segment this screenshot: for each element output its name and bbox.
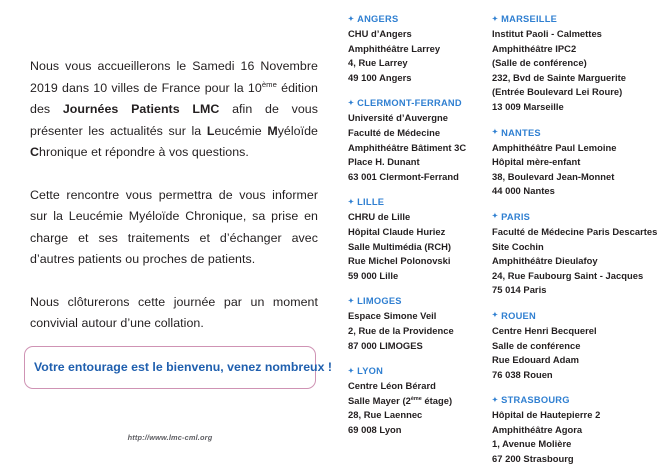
venue-address-lines bbox=[348, 309, 498, 353]
diamond-bullet-icon: ✦ bbox=[492, 15, 499, 23]
venue-address-line: 69 008 Lyon bbox=[348, 423, 402, 435]
venue-address-lines bbox=[348, 210, 498, 283]
venue-address-line: Université d’Auvergne bbox=[348, 112, 448, 124]
paragraph-intro: Nous vous accueillerons le Samedi 16 Novembre 2019 dans 10 villes de France pour la 10ème édition des Journées Patients LMC afin de vous présenter les actualités sur la Leucémie Myéloïde Chronique et répondre à vos questions. bbox=[30, 59, 318, 159]
venue-address-line: 4, Rue Larrey bbox=[348, 57, 408, 69]
venue-address-line: Amphithéâtre IPC2 bbox=[492, 42, 577, 54]
venue-entry bbox=[492, 210, 666, 298]
diamond-bullet-icon: ✦ bbox=[492, 213, 499, 221]
venue-city-label: MARSEILLE bbox=[501, 14, 558, 24]
venue-address-line: 44 000 Nantes bbox=[492, 185, 555, 197]
diamond-bullet-icon: ✦ bbox=[492, 129, 499, 137]
venue-address-line: Hôpital mère-enfant bbox=[492, 156, 581, 168]
venue-entry bbox=[348, 195, 498, 283]
venue-city-label: CLERMONT-FERRAND bbox=[357, 98, 462, 109]
diamond-bullet-icon: ✦ bbox=[348, 198, 355, 206]
venue-address-line: Faculté de Médecine bbox=[348, 126, 441, 138]
venue-address-line: Centre Léon Bérard bbox=[348, 380, 436, 392]
venue-address-line: 2, Rue de la Providence bbox=[348, 324, 454, 336]
venue-address-line: Hôpital Claude Huriez bbox=[348, 225, 446, 237]
paragraph-closing: Nous clôturerons cette journée par un moment convivial autour d’une collation. bbox=[30, 294, 318, 330]
venue-address-line: Hôpital de Hautepierre 2 bbox=[492, 409, 601, 421]
diamond-bullet-icon: ✦ bbox=[492, 396, 499, 404]
welcome-callout-box bbox=[24, 346, 332, 389]
venue-city-label: PARIS bbox=[501, 211, 531, 222]
venue-address-lines bbox=[492, 141, 666, 199]
venue-address-line: 1, Avenue Molière bbox=[492, 438, 572, 450]
venue-address-line: Institut Paoli - Calmettes bbox=[492, 28, 602, 39]
diamond-bullet-icon: ✦ bbox=[492, 312, 499, 320]
venue-entry bbox=[492, 126, 666, 199]
venue-entry bbox=[348, 12, 498, 85]
venue-address-line: 63 001 Clermont-Ferrand bbox=[348, 170, 459, 182]
venue-address-line: 38, Boulevard Jean-Monnet bbox=[492, 170, 615, 182]
venue-city-heading bbox=[492, 126, 666, 141]
venue-address-line: Rue Edouard Adam bbox=[492, 354, 579, 366]
venue-address-line: (Salle de conférence) bbox=[492, 57, 587, 69]
venue-address-line: 87 000 LIMOGES bbox=[348, 339, 423, 351]
venue-address-lines bbox=[348, 27, 498, 85]
venue-city-heading bbox=[348, 195, 498, 210]
venue-address-line: (Entrée Boulevard Lei Roure) bbox=[492, 86, 623, 98]
venue-address-lines bbox=[492, 27, 666, 115]
venue-address-line: Amphithéâtre Dieulafoy bbox=[492, 255, 598, 267]
diamond-bullet-icon: ✦ bbox=[348, 297, 355, 305]
website-url[interactable]: http://www.lmc-cml.org bbox=[127, 433, 213, 442]
venue-city-label: NANTES bbox=[501, 127, 541, 138]
venue-city-heading bbox=[348, 12, 498, 27]
venue-city-label: ANGERS bbox=[357, 14, 399, 24]
diamond-bullet-icon: ✦ bbox=[348, 15, 355, 23]
venue-address-lines bbox=[492, 225, 666, 298]
diamond-bullet-icon: ✦ bbox=[348, 367, 355, 375]
venue-address-line: Place H. Dunant bbox=[348, 156, 420, 168]
venue-entry bbox=[492, 393, 666, 466]
venue-city-label: STRASBOURG bbox=[501, 395, 570, 406]
venue-address-line: 67 200 Strasbourg bbox=[492, 453, 574, 465]
venue-city-heading bbox=[492, 210, 666, 225]
venue-entry bbox=[348, 294, 498, 353]
venue-address-lines bbox=[348, 111, 498, 184]
venue-address-line: 75 014 Paris bbox=[492, 284, 547, 296]
diamond-bullet-icon: ✦ bbox=[348, 99, 355, 107]
venue-city-heading bbox=[492, 309, 666, 324]
venue-city-heading bbox=[492, 393, 666, 408]
venue-entry bbox=[492, 12, 666, 115]
venue-address-line: 76 038 Rouen bbox=[492, 368, 553, 380]
venue-address-line: Salle Multimédia (RCH) bbox=[348, 240, 452, 252]
venue-address-line: 59 000 Lille bbox=[348, 269, 399, 281]
venue-city-heading bbox=[348, 364, 498, 379]
venue-address-line: 232, Bvd de Sainte Marguerite bbox=[492, 71, 626, 83]
venue-city-heading bbox=[492, 12, 666, 27]
venue-city-heading bbox=[348, 96, 498, 111]
venue-address-line: Amphithéâtre Agora bbox=[492, 423, 583, 435]
venue-city-label: LIMOGES bbox=[357, 296, 402, 307]
venue-address-line: Faculté de Médecine Paris Descartes bbox=[492, 225, 658, 237]
venue-city-heading bbox=[348, 294, 498, 309]
venue-address-line: Amphithéâtre Bâtiment 3C bbox=[348, 141, 467, 153]
callout-text: Votre entourage est le bienvenu, venez nombreux ! bbox=[34, 360, 332, 374]
venue-city-label: ROUEN bbox=[501, 310, 536, 321]
venue-address-lines bbox=[492, 324, 666, 382]
venue-address-line: 24, Rue Faubourg Saint - Jacques bbox=[492, 269, 644, 281]
venue-address-lines bbox=[492, 408, 666, 466]
callout-box-wrapper bbox=[24, 346, 332, 389]
venue-address-line: CHU d’Angers bbox=[348, 28, 412, 39]
venue-column-middle bbox=[348, 12, 498, 437]
venue-city-label: LYON bbox=[357, 366, 384, 377]
venue-entry bbox=[348, 364, 498, 437]
venue-address-line: Amphithéâtre Larrey bbox=[348, 42, 441, 54]
venue-city-label: LILLE bbox=[357, 197, 385, 208]
venue-address-line: Espace Simone Veil bbox=[348, 310, 437, 322]
venue-address-line: Rue Michel Polonovski bbox=[348, 255, 451, 267]
venue-entry bbox=[348, 96, 498, 184]
paragraph-purpose: Cette rencontre vous permettra de vous informer sur la Leucémie Myéloïde Chronique, sa prise en charge et ses traitements et d’échanger avec d’autres patients ou proches de patients. bbox=[30, 187, 318, 266]
venue-column-right bbox=[492, 12, 666, 467]
venue-address-line: 49 100 Angers bbox=[348, 71, 412, 83]
venue-address-line: Site Cochin bbox=[492, 240, 544, 252]
venue-address-line: Amphithéâtre Paul Lemoine bbox=[492, 141, 617, 153]
venue-address-lines bbox=[348, 379, 498, 437]
venue-address-line: Salle Mayer (2ème étage) bbox=[348, 394, 453, 406]
venue-address-line: Salle de conférence bbox=[492, 339, 581, 351]
venue-entry bbox=[492, 309, 666, 382]
venue-address-line: 13 009 Marseille bbox=[492, 100, 564, 112]
venue-address-line: 28, Rue Laennec bbox=[348, 409, 423, 421]
venue-address-line: CHRU de Lille bbox=[348, 211, 411, 223]
venue-address-line: Centre Henri Becquerel bbox=[492, 324, 597, 336]
